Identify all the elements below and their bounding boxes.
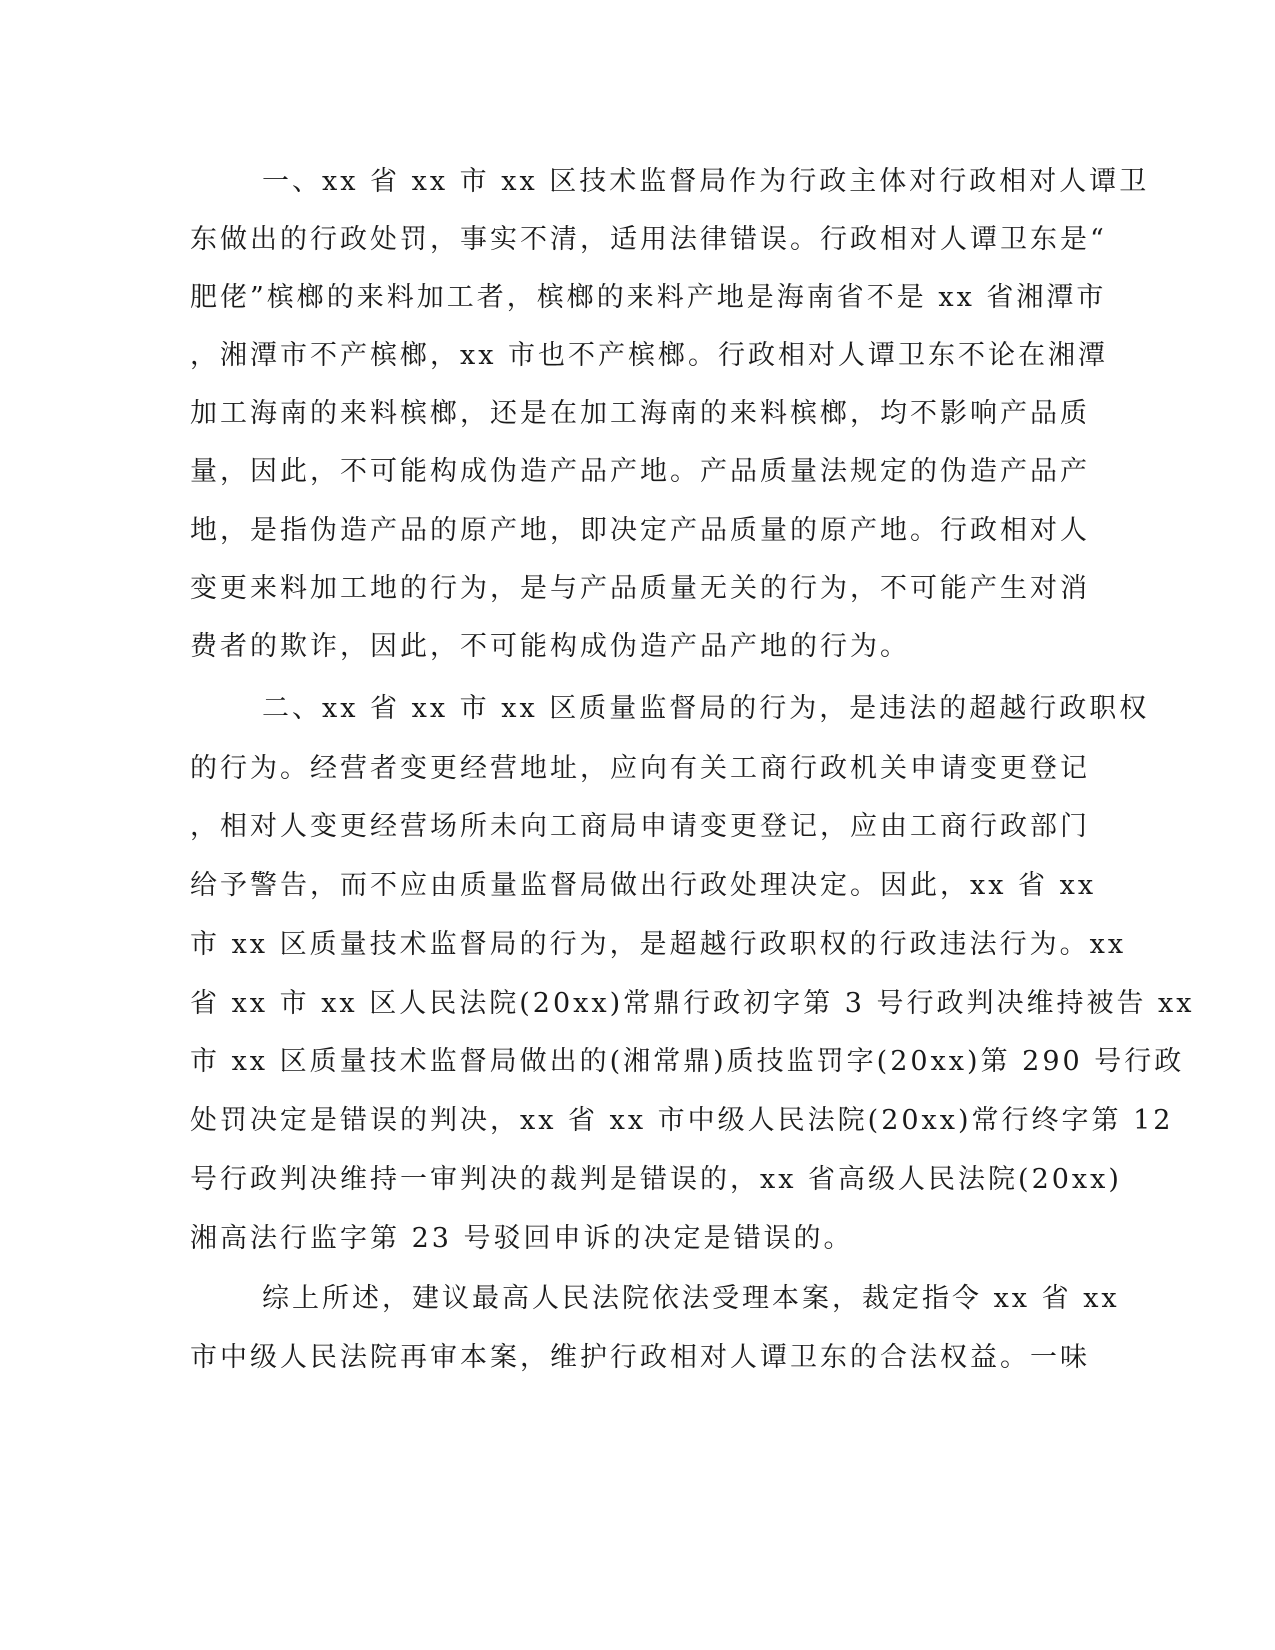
paragraph-1-line-9: 费者的欺诈，因此，不可能构成伪造产品产地的行为。 xyxy=(190,631,910,662)
paragraph-2-line-10: 湘高法行监字第 23 号驳回申诉的决定是错误的。 xyxy=(190,1223,854,1254)
paragraph-2-line-4: 给予警告，而不应由质量监督局做出行政处理决定。因此，xx 省 xx xyxy=(190,870,1097,901)
paragraph-1-line-3: 肥佬”槟榔的来料加工者，槟榔的来料产地是海南省不是 xx 省湘潭市 xyxy=(190,282,1107,313)
paragraph-1-line-4: ，湘潭市不产槟榔，xx 市也不产槟榔。行政相对人谭卫东不论在湘潭 xyxy=(190,340,1109,371)
paragraph-3-line-2: 市中级人民法院再审本案，维护行政相对人谭卫东的合法权益。一味 xyxy=(190,1342,1090,1373)
paragraph-3-line-1: 综上所述，建议最高人民法院依法受理本案，裁定指令 xx 省 xx xyxy=(262,1283,1120,1314)
paragraph-1-line-2: 东做出的行政处罚，事实不清，适用法律错误。行政相对人谭卫东是“ xyxy=(190,224,1107,255)
paragraph-1-line-6: 量，因此，不可能构成伪造产品产地。产品质量法规定的伪造产品产 xyxy=(190,456,1090,487)
paragraph-2-line-3: ，相对人变更经营场所未向工商局申请变更登记，应由工商行政部门 xyxy=(190,811,1090,842)
paragraph-2-line-6: 省 xx 市 xx 区人民法院(20xx)常鼎行政初字第 3 号行政判决维持被告 xx xyxy=(190,988,1195,1019)
paragraph-1-line-8: 变更来料加工地的行为，是与产品质量无关的行为，不可能产生对消 xyxy=(190,573,1090,604)
paragraph-2-line-1: 二、xx 省 xx 市 xx 区质量监督局的行为，是违法的超越行政职权 xyxy=(262,693,1150,724)
paragraph-2-line-8: 处罚决定是错误的判决，xx 省 xx 市中级人民法院(20xx)常行终字第 12 xyxy=(190,1105,1174,1136)
paragraph-2-line-5: 市 xx 区质量技术监督局的行为，是超越行政职权的行政违法行为。xx xyxy=(190,929,1127,960)
paragraph-2-line-9: 号行政判决维持一审判决的裁判是错误的，xx 省高级人民法院(20xx) xyxy=(190,1164,1122,1195)
paragraph-1-line-7: 地，是指伪造产品的原产地，即决定产品质量的原产地。行政相对人 xyxy=(190,515,1090,546)
paragraph-1-line-1: 一、xx 省 xx 市 xx 区技术监督局作为行政主体对行政相对人谭卫 xyxy=(262,166,1150,197)
paragraph-1-line-5: 加工海南的来料槟榔，还是在加工海南的来料槟榔，均不影响产品质 xyxy=(190,398,1090,429)
paragraph-2-line-7: 市 xx 区质量技术监督局做出的(湘常鼎)质技监罚字(20xx)第 290 号行政 xyxy=(190,1046,1185,1077)
paragraph-2-line-2: 的行为。经营者变更经营地址，应向有关工商行政机关申请变更登记 xyxy=(190,753,1090,784)
